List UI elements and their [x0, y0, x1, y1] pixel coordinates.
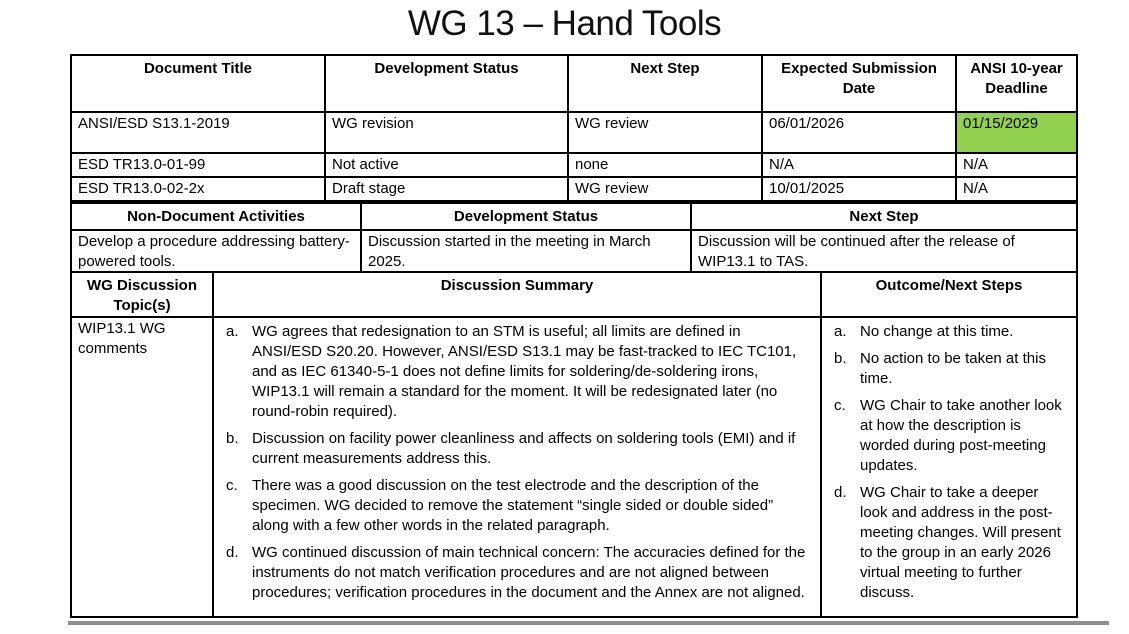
list-marker: c.: [226, 477, 238, 494]
table-row: [71, 230, 1077, 274]
cell-next-step: WG review: [568, 112, 762, 153]
list-text: No action to be taken at this time.: [860, 350, 1046, 387]
list-text: WG Chair to take another look at how the description is worded during post-meeting updates.: [860, 397, 1062, 474]
discussion-header-row: [71, 272, 1077, 317]
table-row: [71, 112, 1077, 153]
list-item: [830, 483, 1068, 603]
list-item: [222, 476, 812, 536]
cell-ansi-deadline: N/A: [956, 153, 1077, 177]
cell-development-status: WG revision: [325, 112, 568, 153]
cell-document-title: ANSI/ESD S13.1-2019: [71, 112, 325, 153]
table-row: [71, 177, 1077, 201]
list-item: [830, 349, 1068, 389]
wg-discussion-table: [70, 271, 1078, 618]
header-wg-discussion-topics: WG Discussion Topic(s): [71, 272, 213, 317]
list-marker: d.: [226, 544, 239, 561]
documents-table: [70, 54, 1078, 202]
list-item: [222, 543, 812, 603]
cell-next-step: none: [568, 153, 762, 177]
cell-ansi-deadline-highlighted: 01/15/2029: [956, 112, 1077, 153]
cell-discussion-summary: [213, 317, 821, 617]
bottom-divider-bar: [68, 621, 1109, 625]
cell-document-title: ESD TR13.0-01-99: [71, 153, 325, 177]
list-marker: a.: [226, 323, 239, 340]
cell-activity: Develop a procedure addressing battery-powered tools.: [71, 230, 361, 274]
list-marker: d.: [834, 484, 847, 501]
list-text: WG continued discussion of main technical concern: The accuracies defined for the instruments do not match verification procedures and are not aligned between procedures; verification procedures in the document and the Annex are not aligned.: [252, 544, 806, 601]
cell-submission-date: N/A: [762, 153, 956, 177]
list-marker: c.: [834, 397, 846, 414]
list-text: There was a good discussion on the test electrode and the description of the specimen. WG decided to remove the statement “single sided or double sided” along with a few other words in the related paragraph.: [252, 477, 774, 534]
list-marker: a.: [834, 323, 847, 340]
header-next-step: Next Step: [568, 55, 762, 112]
header-ansi-deadline: ANSI 10-year Deadline: [956, 55, 1077, 112]
header-development-status: Development Status: [361, 203, 691, 230]
list-item: [830, 322, 1068, 342]
list-item: [222, 429, 812, 469]
header-document-title: Document Title: [71, 55, 325, 112]
list-marker: b.: [834, 350, 847, 367]
list-text: WG Chair to take a deeper look and address in the post-meeting changes. Will present to the group in an early 2026 virtual meeting to further discuss.: [860, 484, 1061, 601]
cell-ansi-deadline: N/A: [956, 177, 1077, 201]
list-marker: b.: [226, 430, 239, 447]
cell-development-status: Draft stage: [325, 177, 568, 201]
documents-table-header-row: [71, 55, 1077, 112]
table-row: [71, 153, 1077, 177]
cell-submission-date: 06/01/2026: [762, 112, 956, 153]
outcome-list: [828, 319, 1070, 603]
cell-next-step: WG review: [568, 177, 762, 201]
table-row: [71, 317, 1077, 617]
header-outcome-next-steps: Outcome/Next Steps: [821, 272, 1077, 317]
header-non-document-activities: Non-Document Activities: [71, 203, 361, 230]
cell-discussion-topic: WIP13.1 WG comments: [71, 317, 213, 617]
list-item: [830, 396, 1068, 476]
cell-status: Discussion started in the meeting in March 2025.: [361, 230, 691, 274]
header-expected-submission-date: Expected Submission Date: [762, 55, 956, 112]
cell-development-status: Not active: [325, 153, 568, 177]
cell-document-title: ESD TR13.0-02-2x: [71, 177, 325, 201]
cell-submission-date: 10/01/2025: [762, 177, 956, 201]
list-text: WG agrees that redesignation to an STM is useful; all limits are defined in ANSI/ESD S20.20. However, ANSI/ESD S13.1 may be fast-tracked to IEC TC101, and as IEC 61340-5-1 does not define limits for soldering/de-soldering irons, WIP13.1 will remain a standard for the moment. It will be redesignated later (no round-robin required).: [252, 323, 797, 420]
page-title: WG 13 – Hand Tools: [407, 4, 722, 43]
summary-list: [220, 319, 814, 603]
non-document-activities-table: [70, 202, 1078, 275]
header-next-step: Next Step: [691, 203, 1077, 230]
cell-next-step: Discussion will be continued after the release of WIP13.1 to TAS.: [691, 230, 1077, 274]
non-document-header-row: [71, 203, 1077, 230]
list-item: [222, 322, 812, 422]
list-text: No change at this time.: [860, 323, 1014, 340]
header-discussion-summary: Discussion Summary: [213, 272, 821, 317]
cell-outcome-next-steps: [821, 317, 1077, 617]
header-development-status: Development Status: [325, 55, 568, 112]
list-text: Discussion on facility power cleanliness and affects on soldering tools (EMI) and if current measurements address this.: [252, 430, 796, 467]
